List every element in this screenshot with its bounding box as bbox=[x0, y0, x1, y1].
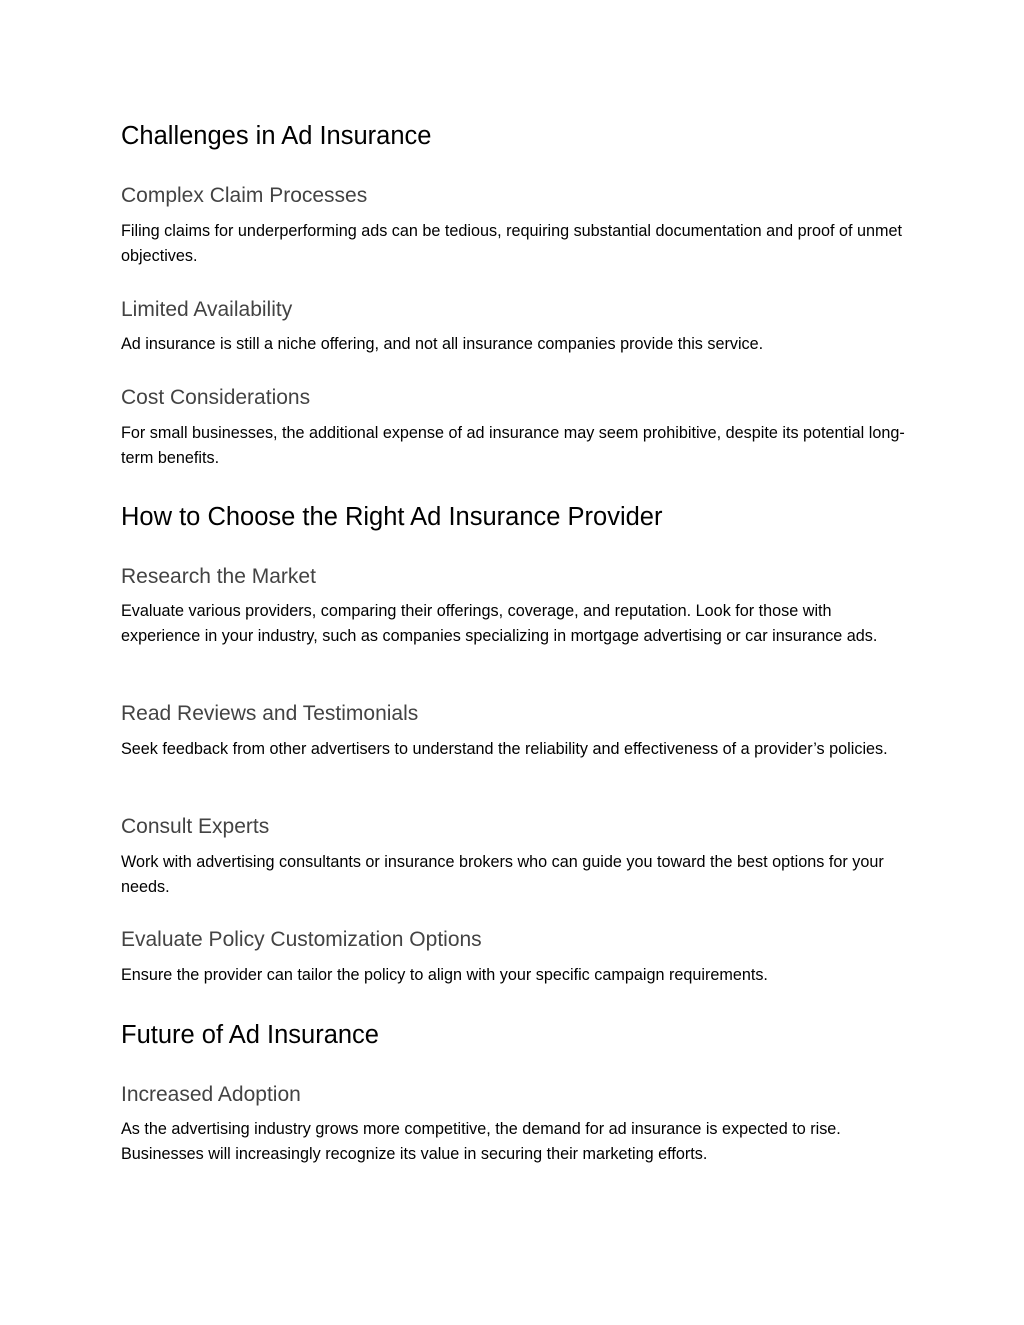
section-heading-future: Future of Ad Insurance bbox=[121, 1021, 379, 1049]
subsection-heading-increased-adoption: Increased Adoption bbox=[121, 1083, 301, 1106]
subsection-heading-cost-considerations: Cost Considerations bbox=[121, 386, 311, 409]
section-heading-challenges: Challenges in Ad Insurance bbox=[121, 122, 432, 150]
subsection-heading-consult-experts: Consult Experts bbox=[121, 815, 270, 838]
paragraph-evaluate-policy: Ensure the provider can tailor the policy to align with your specific campaign requirements. bbox=[121, 966, 768, 984]
paragraph-consult-experts: Work with advertising consultants or insurance brokers who can guide you toward the best options for your needs. bbox=[121, 853, 884, 896]
subsection-heading-limited-availability: Limited Availability bbox=[121, 298, 293, 321]
subsection-heading-research-the-market: Research the Market bbox=[121, 565, 316, 588]
paragraph-cost-considerations: For small businesses, the additional expense of ad insurance may seem prohibitive, despite its potential long-term benefits. bbox=[121, 424, 905, 467]
paragraph-complex-claim-processes: Filing claims for underperforming ads can be tedious, requiring substantial documentation and proof of unmet objectives. bbox=[121, 222, 903, 265]
paragraph-limited-availability: Ad insurance is still a niche offering, and not all insurance companies provide this service. bbox=[121, 335, 764, 353]
section-heading-choose-provider: How to Choose the Right Ad Insurance Provider bbox=[121, 503, 663, 531]
subsection-heading-complex-claim-processes: Complex Claim Processes bbox=[121, 184, 368, 207]
paragraph-read-reviews: Seek feedback from other advertisers to understand the reliability and effectiveness of a provider’s policies. bbox=[121, 740, 888, 758]
subsection-heading-read-reviews: Read Reviews and Testimonials bbox=[121, 702, 419, 725]
paragraph-increased-adoption: As the advertising industry grows more competitive, the demand for ad insurance is expected to rise. Businesses will increasingly recognize its value in securing their marketing efforts. bbox=[121, 1120, 841, 1163]
paragraph-research-the-market: Evaluate various providers, comparing their offerings, coverage, and reputation. Look for those with experience in your industry, such as companies specializing in mortgage advertising or car insurance ads. bbox=[121, 602, 878, 645]
subsection-heading-evaluate-policy: Evaluate Policy Customization Options bbox=[121, 928, 482, 951]
